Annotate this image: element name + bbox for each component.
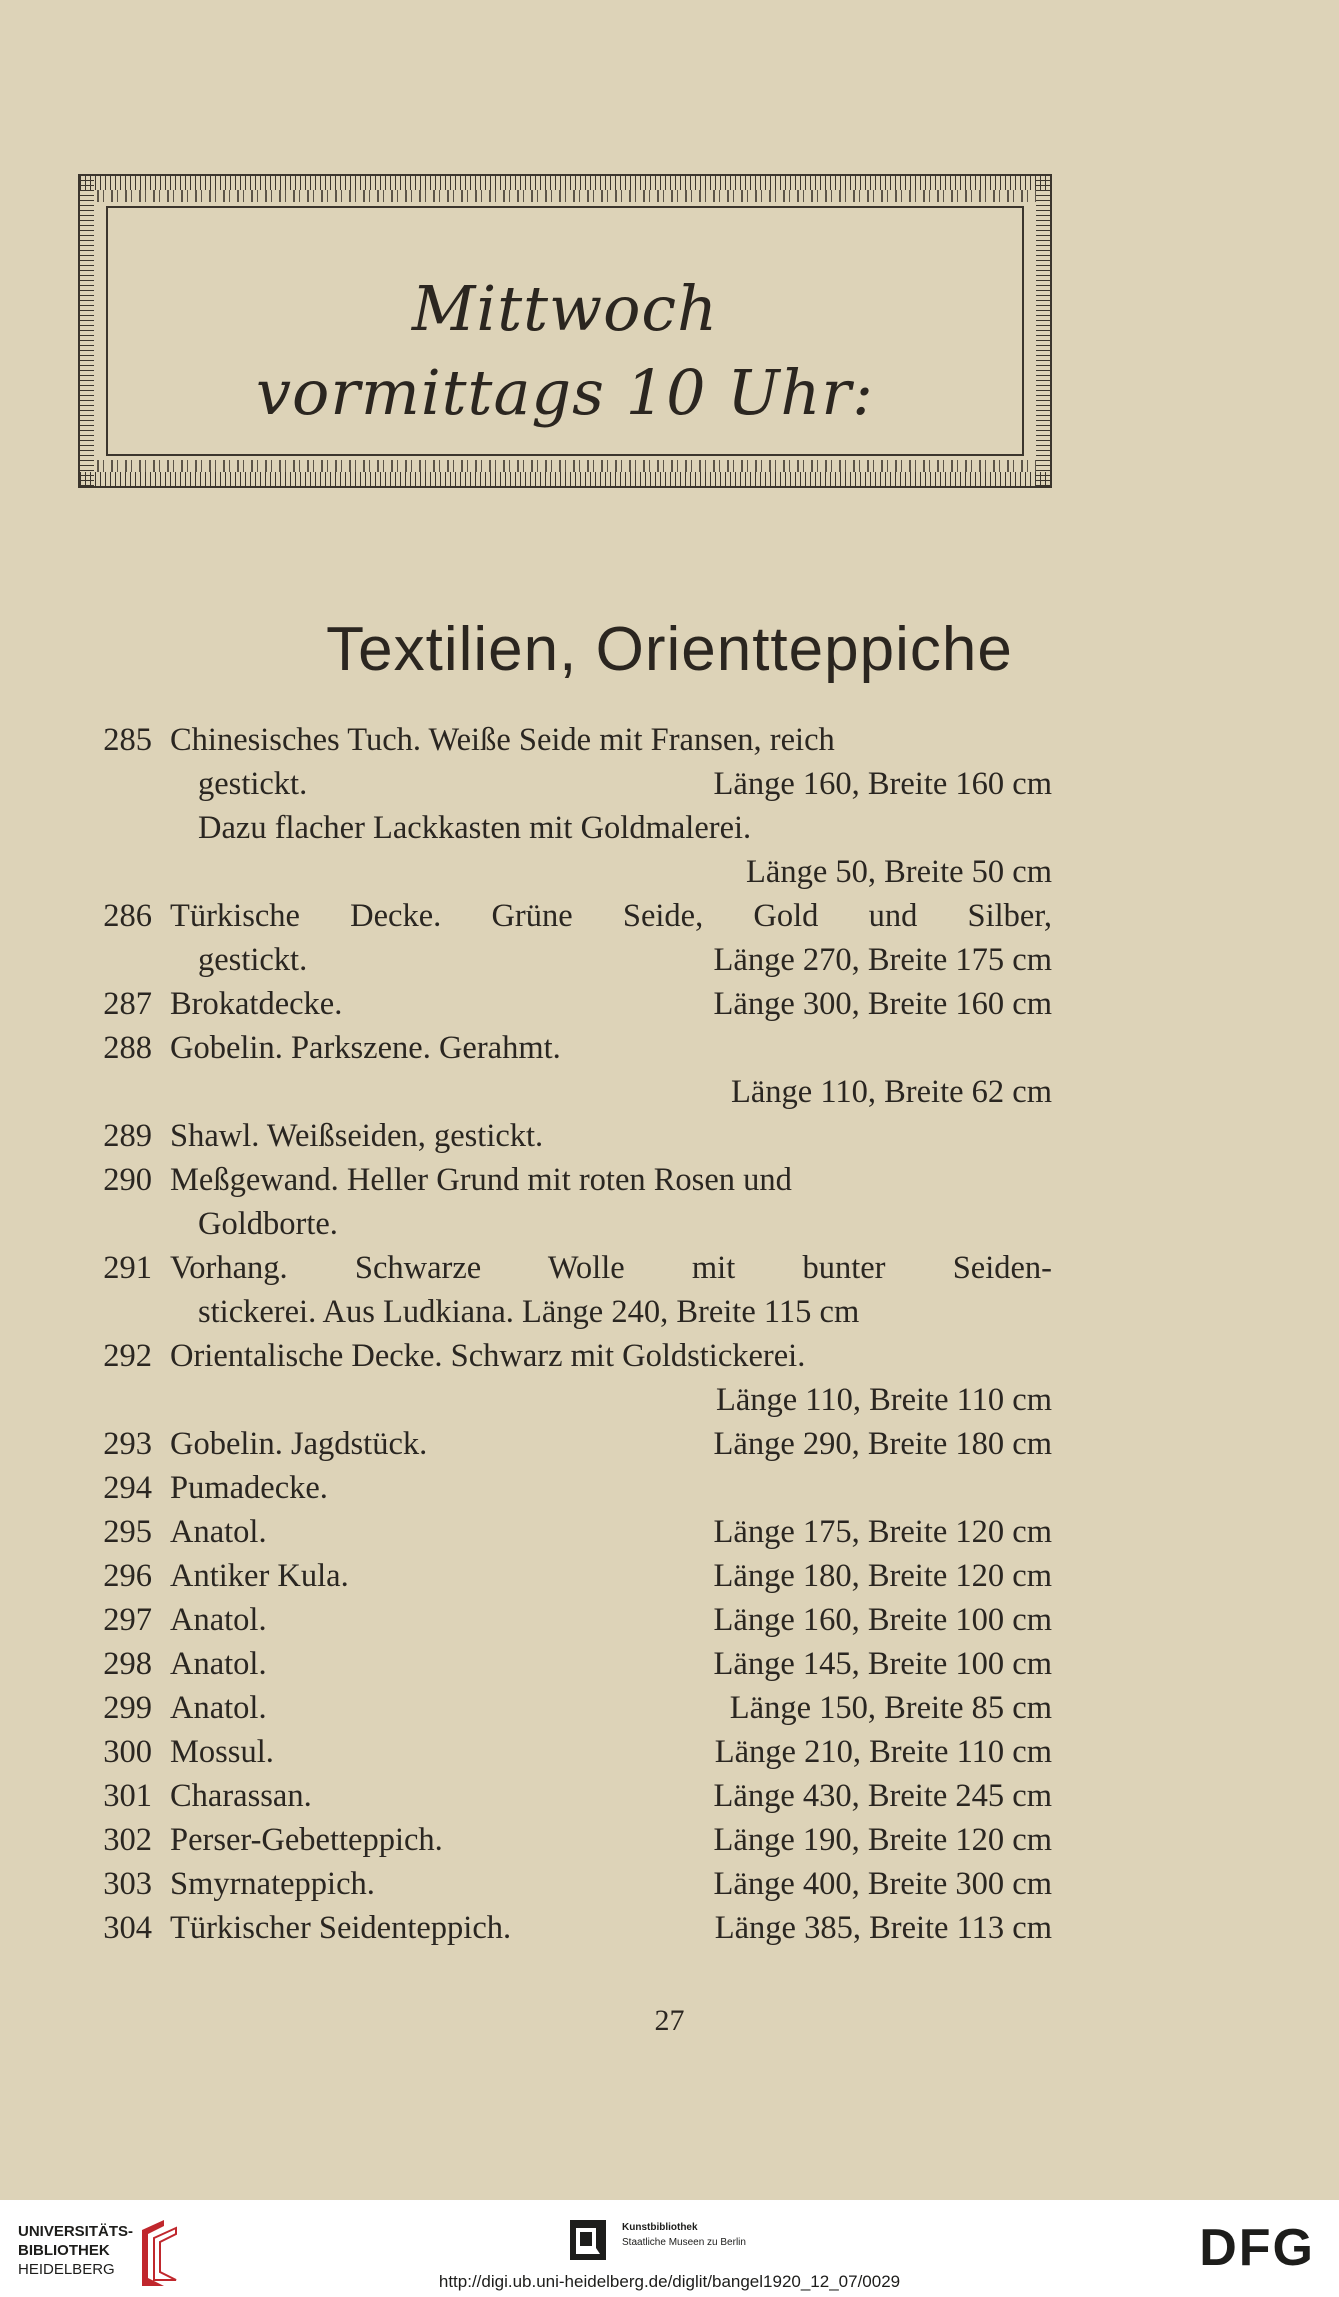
lot-dimensions: Länge 190, Breite 120 cm [713, 1822, 1052, 1858]
catalog-entry-line [86, 1290, 1056, 1334]
catalog-entry-line [86, 1554, 1056, 1598]
frame-inner-panel [106, 206, 1024, 456]
lot-number: 291 [103, 1250, 152, 1286]
catalog-entry-line [86, 1466, 1056, 1510]
lot-number: 299 [103, 1690, 152, 1726]
catalog-entry-line [86, 1818, 1056, 1862]
ub-line-2: BIBLIOTHEK [18, 2242, 110, 2259]
lot-description: gestickt. [198, 766, 308, 802]
kb-line-2: Staatliche Museen zu Berlin [622, 2237, 746, 2248]
lot-number: 292 [103, 1338, 152, 1374]
lot-dimensions: Länge 270, Breite 175 cm [713, 942, 1052, 978]
lot-number: 300 [103, 1734, 152, 1770]
permalink-url[interactable]: http://digi.ub.uni-heidelberg.de/diglit/bangel1920_12_07/0029 [438, 2272, 901, 2291]
ornamental-header-frame [78, 174, 1052, 488]
lot-dimensions: Länge 400, Breite 300 cm [713, 1866, 1052, 1902]
catalog-entry-line [86, 850, 1056, 894]
lot-dimensions: Länge 160, Breite 160 cm [713, 766, 1052, 802]
lot-number: 288 [103, 1030, 152, 1066]
lot-description: Gobelin. Jagdstück. [170, 1426, 428, 1462]
kunstbibliothek-label[interactable] [622, 2220, 746, 2250]
lot-number: 289 [103, 1118, 152, 1154]
lot-dimensions: Länge 300, Breite 160 cm [713, 986, 1052, 1022]
lot-number: 287 [103, 986, 152, 1022]
lot-description: Türkischer Seidenteppich. [170, 1910, 512, 1946]
catalog-entry-line [86, 1642, 1056, 1686]
lot-description: Charassan. [170, 1778, 312, 1814]
catalog-entry-line [86, 1686, 1056, 1730]
catalog-entry-line [86, 1510, 1056, 1554]
lot-number: 294 [103, 1470, 152, 1506]
catalog-entry-line [86, 1158, 1056, 1202]
lot-description: Anatol. [170, 1690, 267, 1726]
catalog-entry-line [86, 718, 1056, 762]
lot-dimensions: Länge 110, Breite 110 cm [715, 1382, 1052, 1418]
lot-dimensions: Länge 150, Breite 85 cm [729, 1690, 1052, 1726]
footer-bar [0, 2200, 1339, 2297]
session-time: vormittags 10 Uhr: [256, 356, 874, 429]
lot-dimensions: Länge 145, Breite 100 cm [713, 1646, 1052, 1682]
lot-number: 290 [103, 1162, 152, 1198]
lot-dimensions: Länge 385, Breite 113 cm [714, 1910, 1052, 1946]
lot-description: Orientalische Decke. Schwarz mit Goldstickerei. [170, 1338, 806, 1374]
ub-line-1: UNIVERSITÄTS- [18, 2223, 134, 2240]
catalog-entries [86, 718, 1056, 1950]
catalog-entry-line [86, 894, 1056, 938]
dfg-logo[interactable]: DFG [1199, 2219, 1315, 2277]
lot-dimensions: Länge 175, Breite 120 cm [713, 1514, 1052, 1550]
lot-number: 293 [103, 1426, 152, 1462]
catalog-entry-line [86, 1862, 1056, 1906]
lot-description: Anatol. [170, 1646, 267, 1682]
lot-dimensions: Länge 50, Breite 50 cm [746, 854, 1052, 890]
lot-description: Anatol. [170, 1514, 267, 1550]
ub-line-3: HEIDELBERG [18, 2261, 115, 2278]
catalog-entry-line [86, 1378, 1056, 1422]
lot-dimensions: Länge 210, Breite 110 cm [714, 1734, 1052, 1770]
lot-dimensions: Länge 160, Breite 100 cm [713, 1602, 1052, 1638]
catalog-entry-line [86, 1246, 1056, 1290]
lot-description: Vorhang. Schwarze Wolle mit bunter Seiden- [170, 1250, 1052, 1286]
catalog-entry-line [86, 938, 1056, 982]
lot-description: Türkische Decke. Grüne Seide, Gold und Silber, [170, 898, 1052, 934]
kunstbibliothek-logo-icon [570, 2220, 606, 2260]
lot-description: Chinesisches Tuch. Weiße Seide mit Fransen, reich [170, 722, 835, 758]
catalog-entry-line [86, 1598, 1056, 1642]
session-day: Mittwoch [411, 272, 719, 345]
kb-line-1: Kunstbibliothek [622, 2222, 698, 2233]
lot-number: 286 [103, 898, 152, 934]
frame-ornament-bottom [94, 460, 1036, 472]
lot-description: Antiker Kula. [170, 1558, 349, 1594]
lot-number: 301 [103, 1778, 152, 1814]
catalog-entry-line [86, 1774, 1056, 1818]
lot-description: gestickt. [198, 942, 308, 978]
catalog-entry-line [86, 1422, 1056, 1466]
lot-description: Brokatdecke. [170, 986, 343, 1022]
lot-number: 298 [103, 1646, 152, 1682]
lot-dimensions: Länge 180, Breite 120 cm [713, 1558, 1052, 1594]
lot-description: Anatol. [170, 1602, 267, 1638]
catalog-entry-line [86, 762, 1056, 806]
ub-heidelberg-wordmark[interactable] [18, 2222, 133, 2279]
lot-description: stickerei. Aus Ludkiana. Länge 240, Breite 115 cm [198, 1294, 860, 1330]
lot-description: Perser-Gebetteppich. [170, 1822, 443, 1858]
lot-description: Pumadecke. [170, 1470, 328, 1506]
catalog-entry-line [86, 982, 1056, 1026]
lot-number: 302 [103, 1822, 152, 1858]
lot-description: Shawl. Weißseiden, gestickt. [170, 1118, 544, 1154]
catalog-entry-line [86, 1202, 1056, 1246]
lot-number: 296 [103, 1558, 152, 1594]
lot-description: Goldborte. [198, 1206, 338, 1242]
lot-description: Dazu flacher Lackkasten mit Goldmalerei. [198, 810, 752, 846]
lot-number: 297 [103, 1602, 152, 1638]
catalog-entry-line [86, 1334, 1056, 1378]
lot-description: Gobelin. Parkszene. Gerahmt. [170, 1030, 561, 1066]
section-title: Textilien, Orientteppiche [326, 615, 1013, 684]
lot-description: Meßgewand. Heller Grund mit roten Rosen und [170, 1162, 792, 1198]
lot-dimensions: Länge 110, Breite 62 cm [731, 1074, 1052, 1110]
catalog-entry-line [86, 1906, 1056, 1950]
frame-ornament-top [94, 190, 1036, 202]
lot-number: 303 [103, 1866, 152, 1902]
catalog-entry-line [86, 1070, 1056, 1114]
lot-dimensions: Länge 290, Breite 180 cm [713, 1426, 1052, 1462]
catalog-entry-line [86, 1026, 1056, 1070]
lot-description: Smyrnateppich. [170, 1866, 375, 1902]
lot-number: 285 [103, 722, 152, 758]
lot-dimensions: Länge 430, Breite 245 cm [713, 1778, 1052, 1814]
catalog-entry-line [86, 806, 1056, 850]
lot-number: 304 [103, 1910, 152, 1946]
catalog-entry-line [86, 1730, 1056, 1774]
catalog-entry-line [86, 1114, 1056, 1158]
lot-number: 295 [103, 1514, 152, 1550]
page-number: 27 [654, 2004, 685, 2037]
lot-description: Mossul. [170, 1734, 274, 1770]
